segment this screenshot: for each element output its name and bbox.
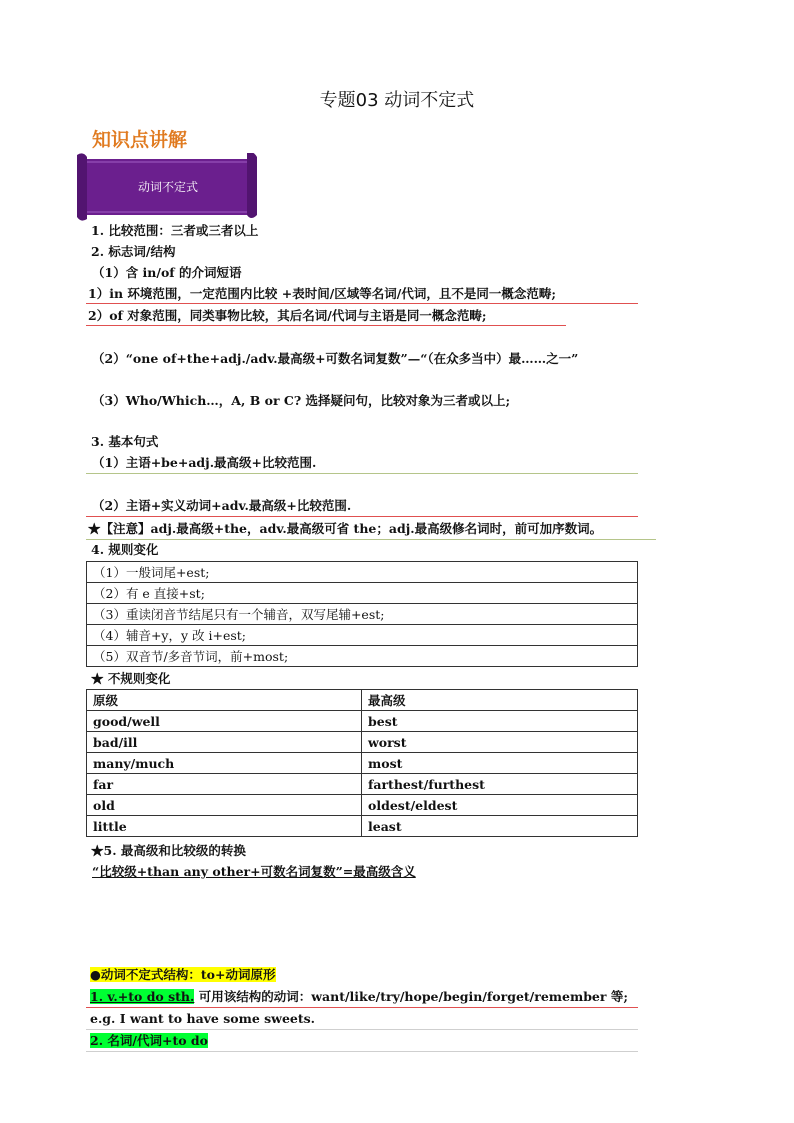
table-cell: farthest/furthest	[362, 774, 638, 795]
table-cell: （2）有 e 直接+st;	[87, 583, 638, 604]
item-3-1: （1）主语+be+adj.最高级+比较范围.	[92, 455, 317, 470]
table-cell: （4）辅音+y，y 改 i+est;	[87, 625, 638, 646]
divider-red	[86, 1007, 638, 1008]
table-cell: least	[362, 816, 638, 837]
table-row	[87, 625, 638, 646]
rules-table	[86, 561, 638, 667]
divider-red	[86, 303, 638, 304]
table-header: 原级	[87, 690, 362, 711]
table-cell: bad/ill	[87, 732, 362, 753]
infinitive-item-1	[90, 989, 628, 1005]
item-1: 1. 比较范围：三者或三者以上	[91, 223, 259, 238]
item-2-1: （1）含 in/of 的介词短语	[92, 265, 242, 280]
item-2: 2. 标志词/结构	[91, 244, 176, 259]
item-3: 3. 基本句式	[91, 434, 159, 449]
item-3-2: （2）主语+实义动词+adv.最高级+比较范围.	[92, 498, 352, 513]
infinitive-item-1-label: 1. v.+to do sth.	[90, 989, 195, 1004]
table-row	[87, 795, 638, 816]
table-row	[87, 711, 638, 732]
table-row	[87, 774, 638, 795]
infinitive-item-1-text: 可用该结构的动词：want/like/try/hope/begin/forget/remember 等;	[194, 989, 628, 1004]
section-heading: 知识点讲解	[92, 129, 188, 151]
page-title: 专题03 动词不定式	[319, 90, 475, 111]
table-cell: worst	[362, 732, 638, 753]
table-header-row	[87, 690, 638, 711]
table-row	[87, 583, 638, 604]
table-cell: good/well	[87, 711, 362, 732]
infinitive-item-2	[90, 1033, 208, 1049]
infinitive-item-2-label: 2. 名词/代词+to do	[90, 1033, 208, 1048]
item-2-1a: 1）in 环境范围，一定范围内比较 +表时间/区域等名词/代词，且不是同一概念范畴;	[88, 286, 556, 301]
banner-label: 动词不定式	[137, 180, 198, 194]
table-cell: most	[362, 753, 638, 774]
divider-gray	[86, 1051, 638, 1052]
table-cell: best	[362, 711, 638, 732]
table-row	[87, 562, 638, 583]
table-row	[87, 753, 638, 774]
table-cell: （1）一般词尾+est;	[87, 562, 638, 583]
infinitive-heading-text: ●动词不定式结构：to+动词原形	[90, 967, 276, 982]
example-sentence: e.g. I want to have some sweets.	[90, 1011, 316, 1026]
table-row	[87, 732, 638, 753]
table-row	[87, 604, 638, 625]
infinitive-heading	[90, 967, 276, 983]
divider-gray	[86, 1029, 638, 1030]
divider-olive	[86, 473, 638, 474]
table-cell: old	[87, 795, 362, 816]
table-cell: oldest/eldest	[362, 795, 638, 816]
divider-red	[86, 516, 638, 517]
irregular-table	[86, 689, 638, 837]
item-5: ★5. 最高级和比较级的转换	[91, 843, 246, 858]
table-cell: （5）双音节/多音节词，前+most;	[87, 646, 638, 667]
item-2-1b: 2）of 对象范围，同类事物比较，其后名词/代词与主语是同一概念范畴;	[88, 308, 487, 323]
table-cell: many/much	[87, 753, 362, 774]
table-cell: little	[87, 816, 362, 837]
table-header: 最高级	[362, 690, 638, 711]
item-2-3: （3）Who/Which…，A, B or C? 选择疑问句，比较对象为三者或以上;	[92, 393, 511, 408]
item-2-2: （2）“one of+the+adj./adv.最高级+可数名词复数”—“（在众多当中）最……之一”	[92, 351, 579, 366]
divider-olive	[86, 539, 656, 540]
irregular-heading: ★ 不规则变化	[91, 671, 171, 686]
divider-red	[86, 325, 566, 326]
table-row	[87, 646, 638, 667]
item-4: 4. 规则变化	[91, 542, 159, 557]
item-5-text: “比较级+than any other+可数名词复数”=最高级含义	[92, 864, 416, 879]
table-cell: far	[87, 774, 362, 795]
table-row	[87, 816, 638, 837]
note: ★【注意】adj.最高级+the，adv.最高级可省 the；adj.最高级修名词时，前可加序数词。	[88, 521, 603, 536]
table-cell: （3）重读闭音节结尾只有一个辅音，双写尾辅+est;	[87, 604, 638, 625]
